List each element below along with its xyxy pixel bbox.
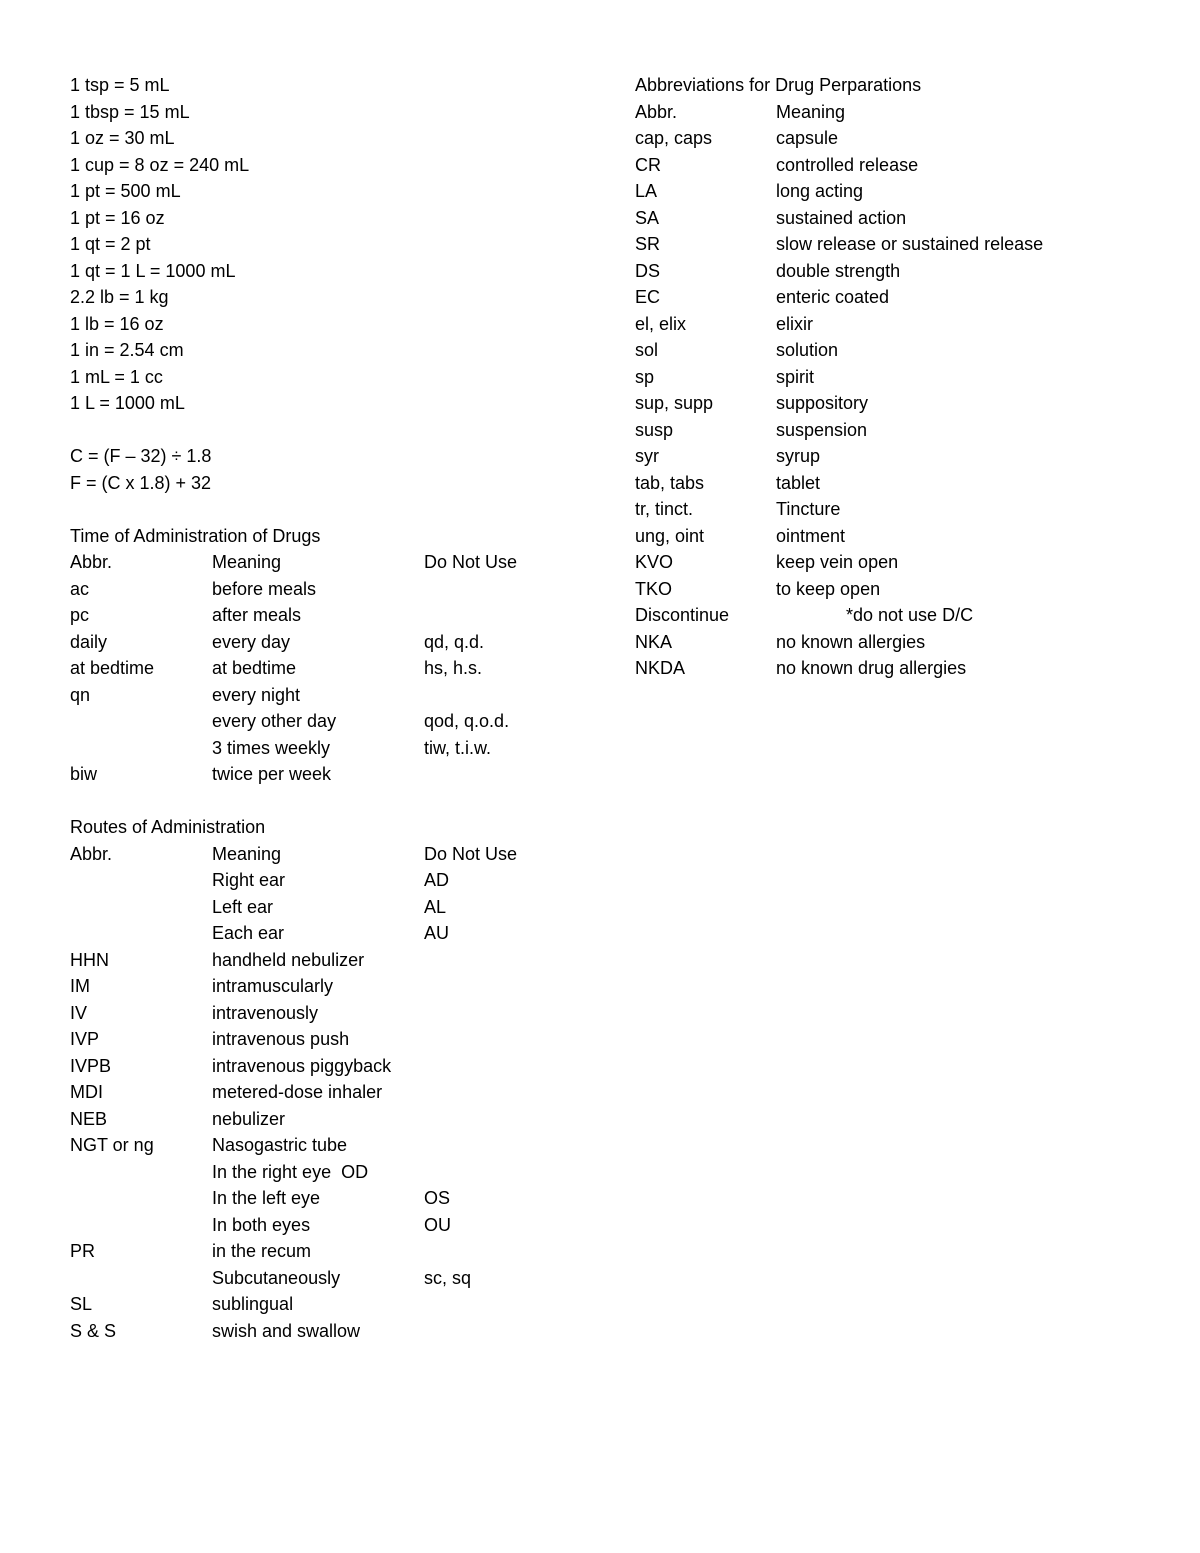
table-row (70, 1212, 590, 1239)
table-header (70, 549, 590, 576)
conversion-line: 1 mL = 1 cc (70, 366, 163, 387)
do-not-use-cell: AL (424, 896, 447, 917)
abbr-cell (70, 894, 212, 921)
do-not-use-cell: qd, q.d. (424, 631, 485, 652)
do-not-use-cell: sc, sq (424, 1267, 472, 1288)
abbr-cell: S & S (70, 1320, 117, 1341)
table-row (635, 178, 1175, 205)
meaning-cell: Tincture (776, 499, 841, 519)
do-not-use-cell: qod, q.o.d. (424, 711, 510, 731)
abbr-cell (70, 867, 212, 894)
table-row (70, 1238, 590, 1265)
meaning-cell: suppository (776, 393, 869, 413)
meaning-cell: at bedtime (212, 658, 297, 678)
meaning-cell: in the recum (212, 1241, 312, 1261)
table-row (635, 655, 1175, 682)
meaning-cell: syrup (776, 446, 821, 466)
table-row (70, 1000, 590, 1027)
meaning-cell: suspension (776, 419, 868, 440)
formula-line: C = (F – 32) ÷ 1.8 (70, 446, 212, 466)
meaning-cell: sustained action (776, 207, 907, 228)
conversion-line: 1 pt = 500 mL (70, 181, 181, 201)
meaning-cell: no known allergies (776, 631, 926, 652)
conversion-line: 1 qt = 1 L = 1000 mL (70, 260, 236, 281)
table-row (635, 443, 1175, 470)
table-row (70, 1159, 590, 1186)
time-admin-section (70, 523, 590, 788)
section-title: Routes of Administration (70, 817, 266, 837)
abbr-cell: TKO (635, 578, 673, 599)
abbr-cell (70, 735, 212, 762)
conversion-line: 1 cup = 8 oz = 240 mL (70, 154, 250, 175)
meaning-cell: every other day (212, 711, 337, 731)
meaning-cell: every night (212, 684, 301, 705)
header-do-not-use: Do Not Use (424, 552, 518, 572)
conversion-line: 1 lb = 16 oz (70, 313, 164, 334)
conversion-line: 1 pt = 16 oz (70, 207, 165, 228)
meaning-cell: metered-dose inhaler (212, 1082, 383, 1102)
table-row (635, 549, 1175, 576)
abbr-cell: pc (70, 605, 90, 625)
table-row (635, 496, 1175, 523)
spacer (70, 788, 590, 815)
meaning-cell: after meals (212, 605, 302, 625)
meaning-cell: sublingual (212, 1294, 294, 1314)
header-meaning: Meaning (776, 101, 846, 122)
drug-prep-section (635, 72, 1175, 682)
abbr-cell: SL (70, 1294, 93, 1314)
table-row (70, 1265, 590, 1292)
meaning-cell: keep vein open (776, 552, 899, 572)
abbr-cell: IVPB (70, 1055, 112, 1076)
header-abbr: Abbr. (70, 843, 113, 864)
meaning-cell: Subcutaneously (212, 1267, 341, 1288)
do-not-use-cell: OU (424, 1214, 451, 1235)
meaning-cell: handheld nebulizer (212, 949, 365, 970)
abbr-cell: MDI (70, 1082, 103, 1102)
abbr-cell: DS (635, 260, 661, 281)
abbr-cell: KVO (635, 552, 674, 572)
abbr-cell (70, 1159, 212, 1186)
table-row (70, 894, 590, 921)
table-row (635, 231, 1175, 258)
table-row (635, 311, 1175, 338)
table-row (70, 735, 590, 762)
table-row (635, 417, 1175, 444)
abbr-cell: NKDA (635, 658, 686, 678)
meaning-cell: 3 times weekly (212, 737, 331, 758)
table-row (635, 470, 1175, 497)
table-row (635, 125, 1175, 152)
meaning-cell: intramuscularly (212, 976, 334, 996)
table-row (70, 655, 590, 682)
meaning-cell: In the left eye (212, 1188, 321, 1208)
abbr-cell: NGT or ng (70, 1135, 154, 1155)
formula-line: F = (C x 1.8) + 32 (70, 472, 212, 493)
table-row (70, 761, 590, 788)
abbr-cell: ac (70, 578, 90, 599)
table-row (635, 258, 1175, 285)
header-meaning: Meaning (212, 843, 282, 864)
meaning-cell: intravenous push (212, 1029, 350, 1049)
abbr-cell: sup, supp (635, 393, 714, 413)
abbr-cell: IM (70, 976, 90, 996)
abbr-cell: IVP (70, 1029, 100, 1049)
table-row (70, 1026, 590, 1053)
table-row (70, 1079, 590, 1106)
meaning-cell: Right ear (212, 870, 286, 890)
table-row (70, 682, 590, 709)
abbr-cell: tr, tinct. (635, 499, 694, 519)
abbr-cell: NEB (70, 1108, 108, 1129)
header-do-not-use: Do Not Use (424, 843, 518, 864)
meaning-cell: before meals (212, 578, 317, 599)
meaning-cell: enteric coated (776, 287, 890, 307)
table-row (70, 1318, 590, 1345)
table-header (70, 841, 590, 868)
spacer (70, 496, 590, 523)
table-row (635, 523, 1175, 550)
abbr-cell: sol (635, 340, 659, 360)
table-row (635, 576, 1175, 603)
formula-list (70, 443, 590, 496)
meaning-cell: elixir (776, 313, 814, 334)
meaning-cell: In the right eye OD (212, 1161, 369, 1182)
section-title: Time of Administration of Drugs (70, 525, 321, 546)
abbr-cell: daily (70, 631, 108, 652)
table-row (70, 973, 590, 1000)
do-not-use-cell: tiw, t.i.w. (424, 737, 492, 758)
abbr-cell: at bedtime (70, 658, 155, 678)
meaning-cell: Nasogastric tube (212, 1135, 348, 1155)
conversion-line: 1 L = 1000 mL (70, 393, 185, 413)
table-row (70, 629, 590, 656)
meaning-cell: no known drug allergies (776, 658, 967, 678)
left-column (70, 72, 590, 1344)
right-column (635, 72, 1175, 682)
abbr-cell: cap, caps (635, 128, 713, 148)
do-not-use-cell: AD (424, 870, 450, 890)
meaning-cell: swish and swallow (212, 1320, 361, 1341)
table-row (635, 629, 1175, 656)
do-not-use-cell: hs, h.s. (424, 658, 483, 678)
do-not-use-cell: OS (424, 1188, 451, 1208)
abbr-cell: qn (70, 684, 91, 705)
table-row (70, 576, 590, 603)
table-row (70, 920, 590, 947)
meaning-cell: intravenous piggyback (212, 1055, 392, 1076)
abbr-cell: LA (635, 181, 658, 201)
meaning-cell: *do not use D/C (846, 605, 974, 625)
table-row (70, 1185, 590, 1212)
abbr-cell: susp (635, 419, 674, 440)
conversion-line: 1 oz = 30 mL (70, 128, 175, 148)
abbr-cell: Discontinue (635, 605, 730, 625)
meaning-cell: spirit (776, 366, 815, 387)
section-title: Abbreviations for Drug Perparations (635, 75, 922, 95)
meaning-cell: every day (212, 631, 291, 652)
table-row (635, 284, 1175, 311)
meaning-cell: ointment (776, 525, 846, 546)
meaning-cell: controlled release (776, 154, 919, 175)
meaning-cell: solution (776, 340, 839, 360)
table-row (70, 1106, 590, 1133)
meaning-cell: slow release or sustained release (776, 234, 1044, 254)
meaning-cell: intravenously (212, 1002, 319, 1023)
abbr-cell (70, 1185, 212, 1212)
abbr-cell: el, elix (635, 313, 687, 334)
table-header (635, 99, 1175, 126)
table-row (635, 337, 1175, 364)
abbr-cell: HHN (70, 949, 109, 970)
abbr-cell: CR (635, 154, 661, 175)
meaning-cell: long acting (776, 181, 864, 201)
meaning-cell: Each ear (212, 923, 285, 943)
abbr-cell: NKA (635, 631, 673, 652)
meaning-cell: nebulizer (212, 1108, 286, 1129)
meaning-cell: Left ear (212, 896, 274, 917)
table-row (635, 364, 1175, 391)
conversion-line: 1 tbsp = 15 mL (70, 101, 190, 122)
meaning-cell: tablet (776, 472, 821, 493)
abbr-cell: syr (635, 446, 659, 466)
meaning-cell: twice per week (212, 764, 332, 784)
table-row (635, 390, 1175, 417)
conversion-line: 2.2 lb = 1 kg (70, 287, 169, 307)
meaning-cell: In both eyes (212, 1214, 311, 1235)
conversion-list (70, 72, 590, 417)
header-abbr: Abbr. (635, 101, 678, 122)
abbr-cell: SR (635, 234, 661, 254)
abbr-cell (70, 1212, 212, 1239)
abbr-cell: EC (635, 287, 661, 307)
routes-section (70, 814, 590, 1344)
header-abbr: Abbr. (70, 552, 113, 572)
spacer (70, 417, 590, 444)
table-row (635, 205, 1175, 232)
table-row (70, 1132, 590, 1159)
abbr-cell: biw (70, 764, 98, 784)
do-not-use-cell: AU (424, 923, 450, 943)
table-row (70, 1053, 590, 1080)
abbr-cell: SA (635, 207, 660, 228)
abbr-cell (70, 1265, 212, 1292)
table-row (635, 602, 1175, 629)
conversion-line: 1 qt = 2 pt (70, 234, 151, 254)
table-row (635, 152, 1175, 179)
abbr-cell: tab, tabs (635, 472, 705, 493)
table-row (70, 867, 590, 894)
abbr-cell (70, 708, 212, 735)
table-row (70, 602, 590, 629)
abbr-cell: sp (635, 366, 655, 387)
meaning-cell: to keep open (776, 578, 881, 599)
conversion-line: 1 in = 2.54 cm (70, 340, 184, 360)
table-row (70, 1291, 590, 1318)
meaning-cell: double strength (776, 260, 901, 281)
header-meaning: Meaning (212, 552, 282, 572)
table-row (70, 708, 590, 735)
abbr-cell: PR (70, 1241, 96, 1261)
abbr-cell: IV (70, 1002, 88, 1023)
abbr-cell (70, 920, 212, 947)
table-row (70, 947, 590, 974)
meaning-cell: capsule (776, 128, 839, 148)
conversion-line: 1 tsp = 5 mL (70, 75, 170, 95)
abbr-cell: ung, oint (635, 525, 705, 546)
